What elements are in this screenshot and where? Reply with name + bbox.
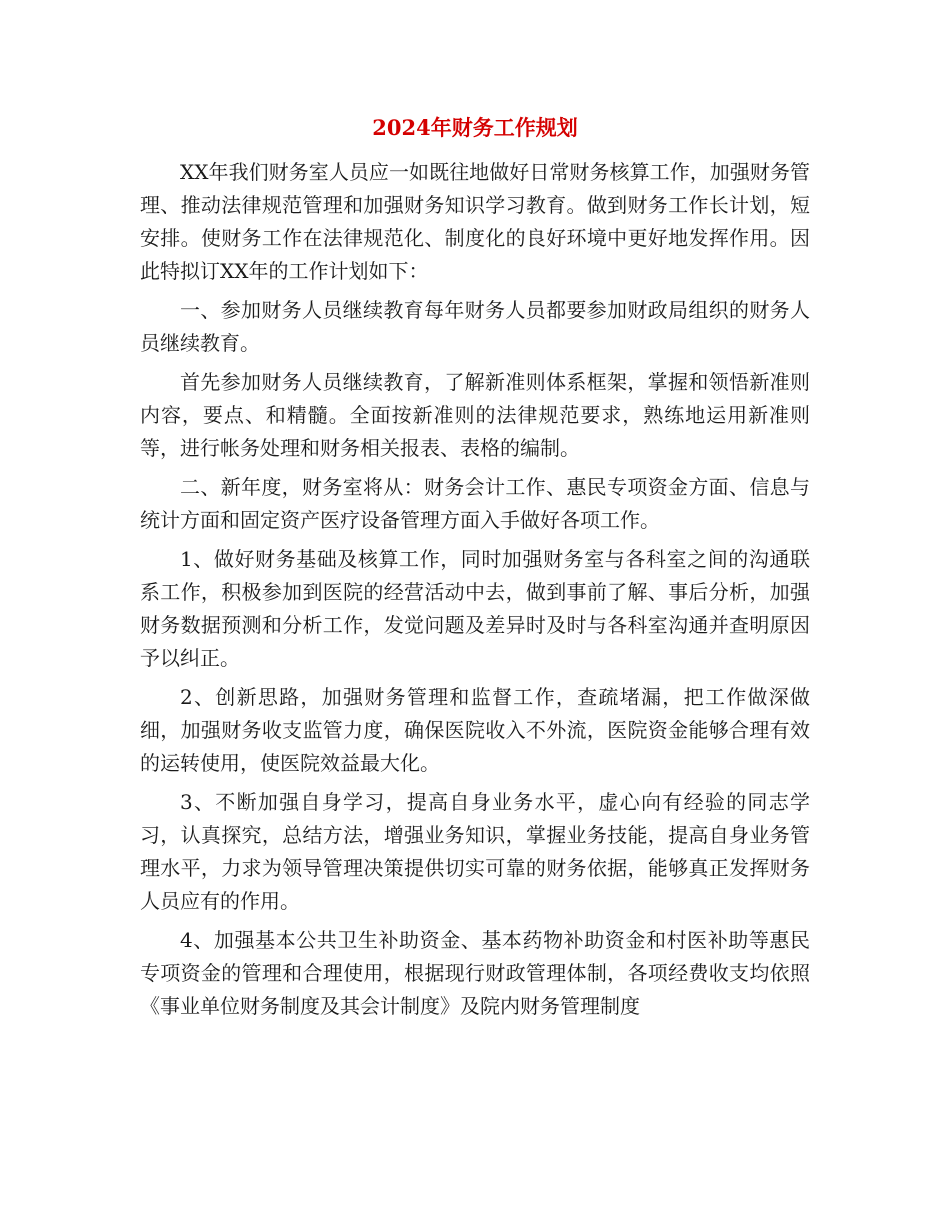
paragraph-continuing-education: 首先参加财务人员继续教育，了解新准则体系框架，掌握和领悟新准则内容，要点、和精髓。全面按新准则的法律规范要求，熟练地运用新准则等，进行帐务处理和财务相关报表、表格的编制。 [140,370,810,460]
paragraph-item-2: 2、创新思路，加强财务管理和监督工作，查疏堵漏，把工作做深做细，加强财务收支监管力度，确保医院收入不外流，医院资金能够合理有效的运转使用，使医院效益最大化。 [140,685,810,775]
document-body [140,156,810,1029]
paragraph-section-two: 二、新年度，财务室将从：财务会计工作、惠民专项资金方面、信息与统计方面和固定资产医疗设备管理方面入手做好各项工作。 [140,475,810,532]
paragraph-item-1: 1、做好财务基础及核算工作，同时加强财务室与各科室之间的沟通联系工作，积极参加到医院的经营活动中去，做到事前了解、事后分析，加强财务数据预测和分析工作，发觉问题及差异时及时与各科室沟通并查明原因予以纠正。 [140,547,810,670]
paragraph-section-one: 一、参加财务人员继续教育每年财务人员都要参加财政局组织的财务人员继续教育。 [140,298,810,355]
paragraph-item-4: 4、加强基本公共卫生补助资金、基本药物补助资金和村医补助等惠民专项资金的管理和合理使用，根据现行财政管理体制，各项经费收支均依照《事业单位财务制度及其会计制度》及院内财务管理制度 [140,928,810,1018]
document-title: 2024年财务工作规划 [372,115,578,140]
paragraph-intro: XX年我们财务室人员应一如既往地做好日常财务核算工作，加强财务管理、推动法律规范管理和加强财务知识学习教育。做到财务工作长计划，短安排。使财务工作在法律规范化、制度化的良好环境中更好地发挥作用。因此特拟订XX年的工作计划如下： [140,160,810,283]
paragraph-item-3: 3、不断加强自身学习，提高自身业务水平，虚心向有经验的同志学习，认真探究，总结方法，增强业务知识，掌握业务技能，提高自身业务管理水平，力求为领导管理决策提供切实可靠的财务依据，能够真正发挥财务人员应有的作用。 [140,790,810,913]
